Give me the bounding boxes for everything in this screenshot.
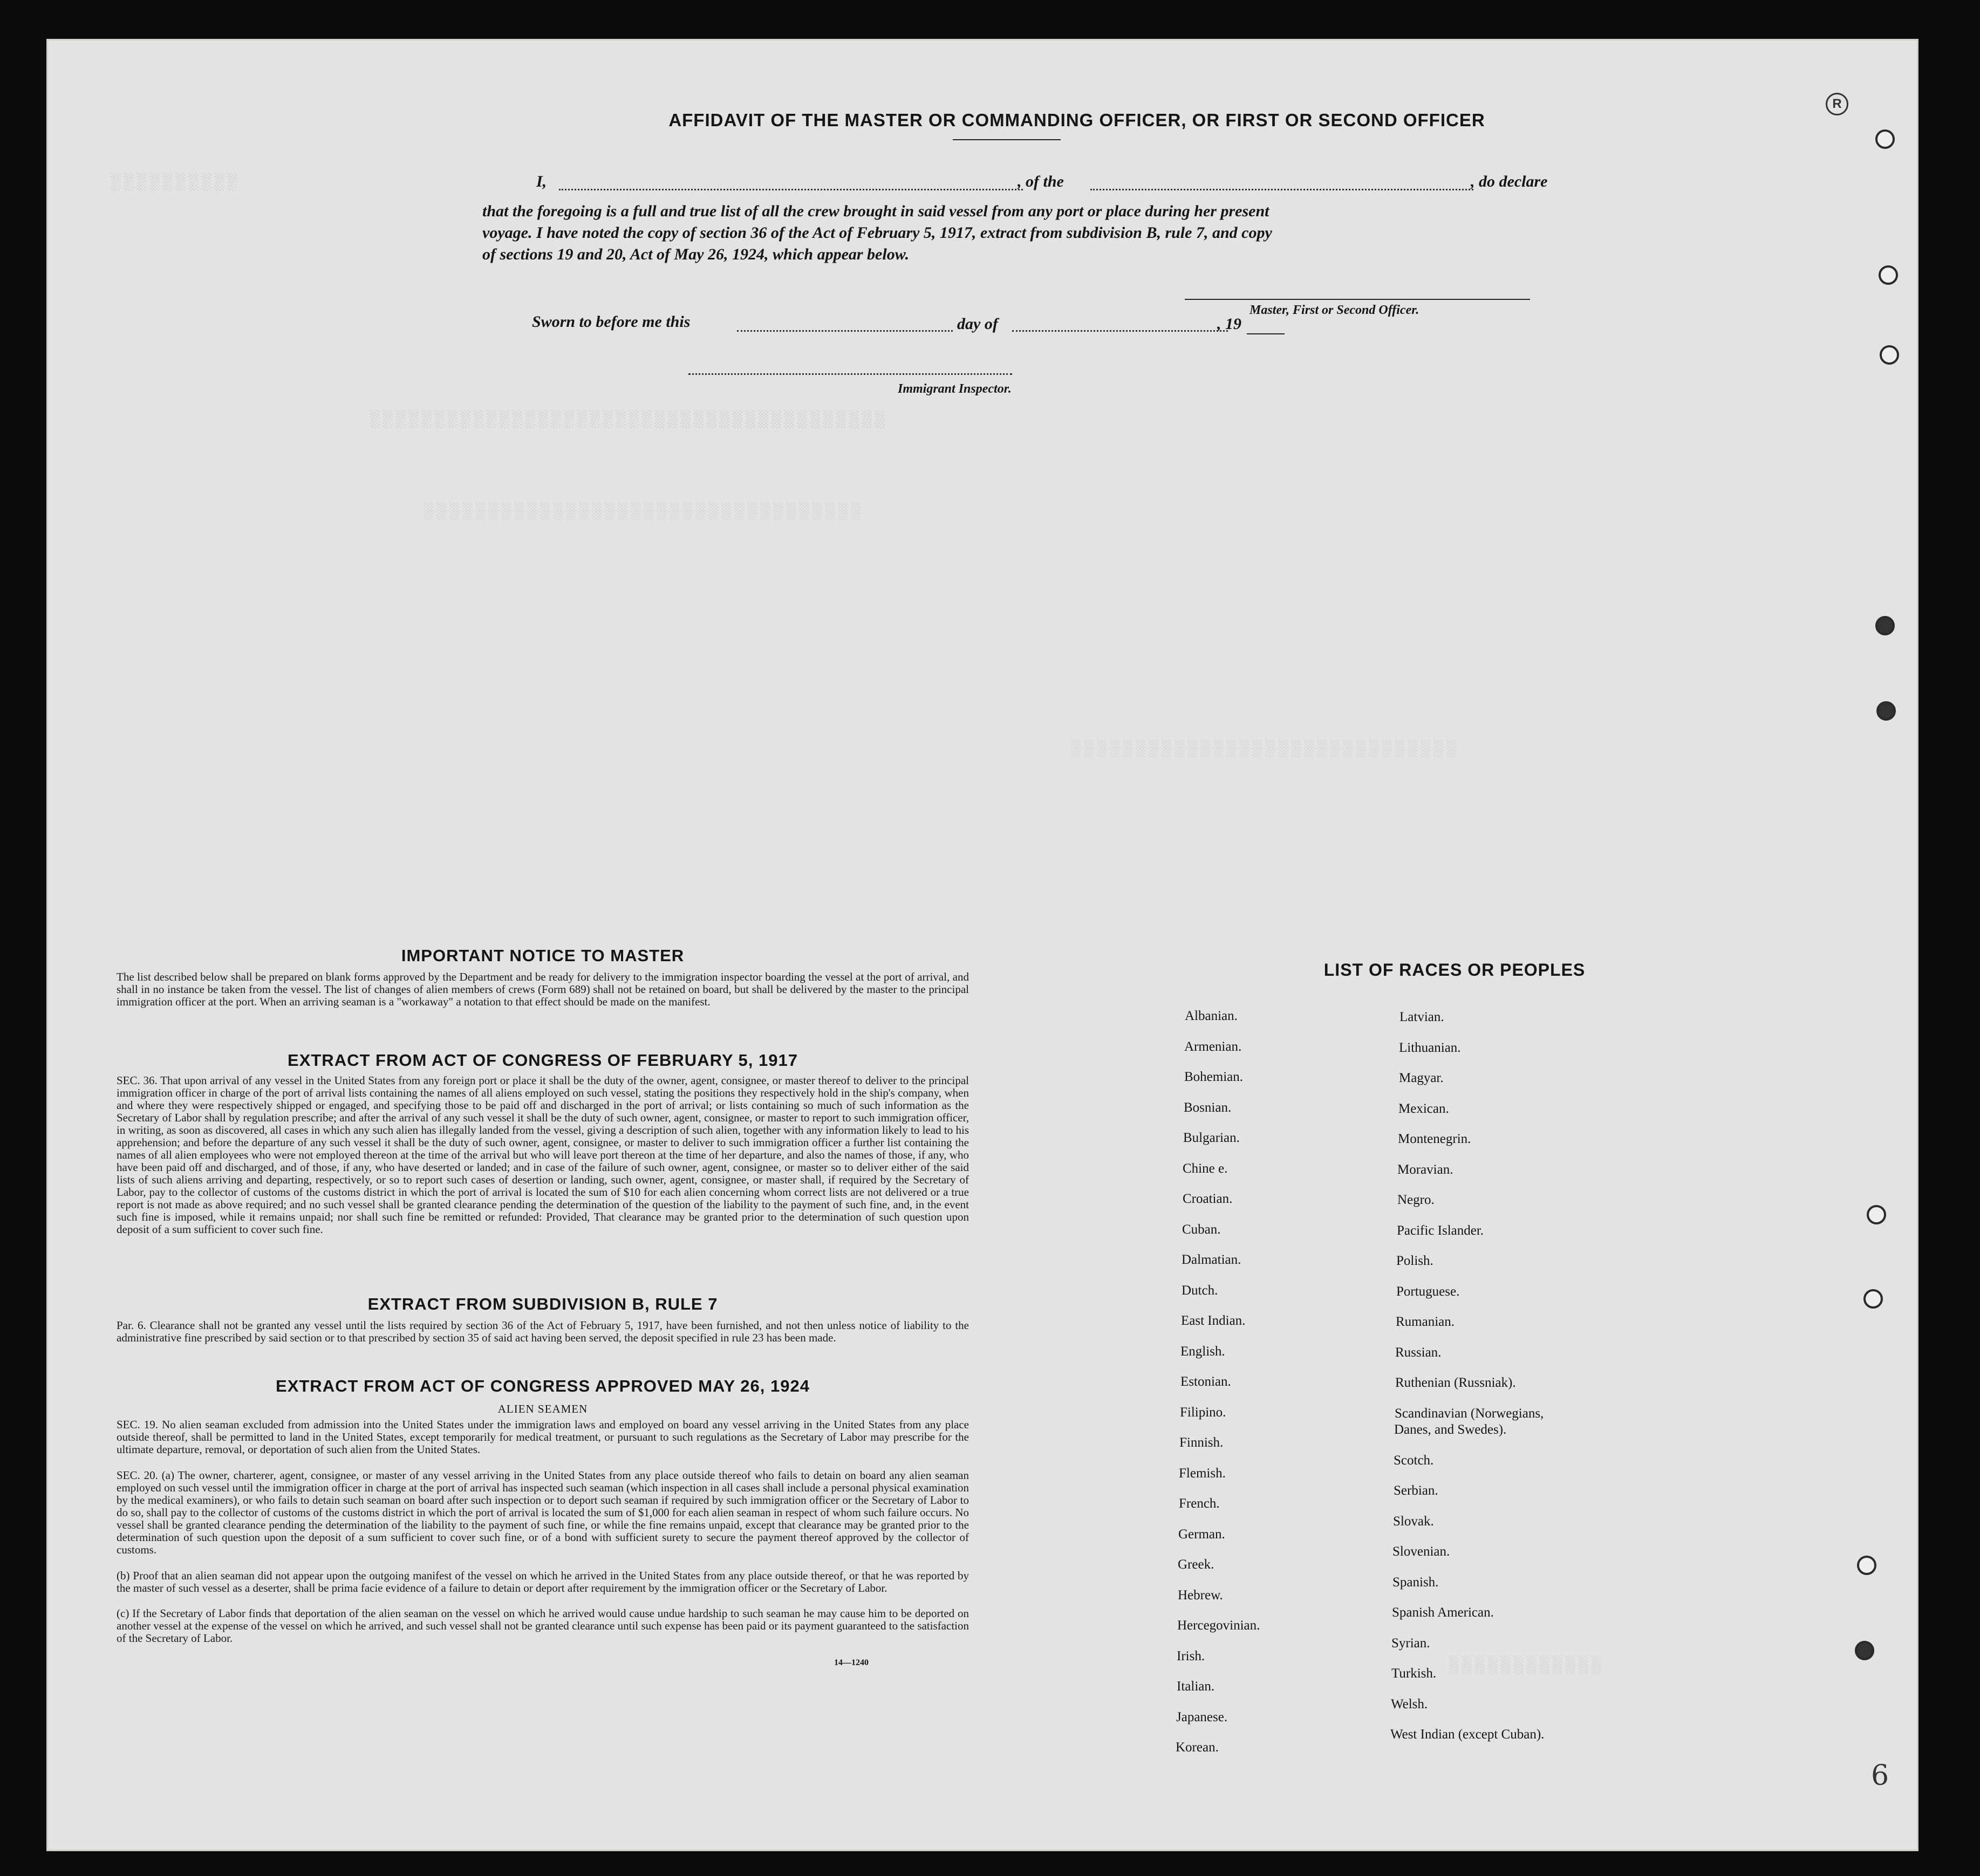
registered-mark-icon: R (1826, 93, 1848, 115)
extract-1917-text: SEC. 36. That upon arrival of any vessel in the United States from any foreign port or place it shall be the duty of the owner, agent, consignee, or master thereof to deliver to the principal immigration officer in charge of the port of arrival lists containing the names of all aliens employed on such vessel, stating the positions they respectively hold in the ship's company, when and where they were respectively shipped or engaged, and specifying those to be paid off and discharged in the port of arrival; or lists containing so much of such information as the Secretary of Labor shall by regulation prescribe; and after the arrival of any such vessel it shall be the duty of such owner, agent, consignee, or master to report to such immigration officer, in writing, as soon as discovered, all cases in which any such alien has illegally landed from the vessel, giving a description of such alien, together with any information likely to lead to his apprehension; and before the departure of any such vessel it shall be the duty of such owner, agent, consignee, or master to deliver to such immigration officer a further list containing the names of all alien employees who were not employed thereon at the time of the arrival but who will leave port thereon at the time of her departure, and also the names of those, if any, who have been paid off and discharged, and of those, if any, who have deserted or landed; and in case of the failure of such owner, agent, consignee, or master so to deliver either of the said lists of such aliens arriving and departing, respectively, or so to report such cases of desertion or landing, such owner, agent, consignee, or master shall, if required by the Secretary of Labor, pay to the collector of customs of the customs district in which the port of arrival is located the sum of $10 for each alien concerning whom correct lists are not delivered or a true report is not made as above required; and no such vessel shall be granted clearance pending the determination of the question of the liability to the payment of such fine, and, in the event such fine is imposed, while it remains unpaid; nor shall such fine be remitted or refunded: Provided, That clearance may be granted prior to the determination of such question upon deposit of a sum sufficient to cover such fine. (117, 1074, 969, 1236)
bleed-through-row: ░░░░░░░░░░░░░░░░░░░░░░░░░░░░░░░░░░░░░░░░ (370, 411, 889, 429)
extract-1924-sec20b: (b) Proof that an alien seaman did not appear upon the outgoing manifest of the vessel on which he arrived in the United States from any place outside thereof, or that he was reported by the master of such vessel as a deserter, shall be prima facie evidence of a failure to detain or deport after requirement by the immigration officer or the Secretary of Labor. (117, 1569, 969, 1594)
declarant-name-field[interactable] (559, 189, 1023, 190)
document-sheet (46, 39, 1918, 1851)
bleed-through-row: ░░░░░░░░░░░░░░░░░░░░░░░░░░░░░░░░░░ (424, 503, 865, 521)
race-item: Finnish. (1179, 1435, 1224, 1450)
races-title: LIST OF RACES OR PEOPLES (1323, 960, 1586, 980)
race-item: Bulgarian. (1183, 1131, 1240, 1145)
affidavit-line-2: that the foregoing is a full and true list of all the crew brought in said vessel from any port or place during her present (482, 202, 1269, 220)
sworn-prefix: Sworn to before me this (532, 313, 691, 331)
affidavit-i: I, (536, 173, 547, 190)
race-item: Hebrew. (1178, 1587, 1223, 1603)
punch-hole-icon (1876, 701, 1896, 721)
race-item: Lithuanian. (1399, 1040, 1461, 1055)
race-item: Serbian. (1394, 1483, 1438, 1498)
extract-1924-sec19: SEC. 19. No alien seaman excluded from admission into the United States under the immigration laws and employed on board any vessel arriving in the United States from any place outside thereof, shall be permitted to land in the United States, except temporarily for medical treatment, or pursuant to such regulations as the Secretary of Labor may prescribe for the ultimate departure, removal, or deportation of such alien from the United States. (117, 1418, 969, 1456)
punch-hole-icon (1855, 1641, 1874, 1660)
race-item: Moravian. (1397, 1162, 1453, 1177)
race-item: Greek. (1178, 1557, 1214, 1572)
race-item: Latvian. (1399, 1010, 1444, 1024)
race-item: East Indian. (1181, 1313, 1246, 1328)
race-item: Scotch. (1394, 1453, 1434, 1468)
race-item: Japanese. (1176, 1709, 1228, 1724)
extract-1924-subtitle: ALIEN SEAMEN (497, 1402, 588, 1415)
race-item: West Indian (except Cuban). (1390, 1727, 1545, 1742)
race-item: Dutch. (1182, 1283, 1218, 1298)
race-item: Slovak. (1393, 1514, 1434, 1529)
form-number: 14—1240 (834, 1658, 869, 1667)
sworn-day-of: day of (957, 315, 998, 333)
race-item: Hercegovinian. (1177, 1618, 1260, 1633)
punch-hole-icon (1857, 1556, 1876, 1575)
punch-hole-icon (1875, 616, 1895, 635)
handwritten-page-mark: 6 (1871, 1759, 1889, 1792)
bleed-through-row: ░░░░░░░░░░ (111, 174, 241, 192)
sworn-day-field[interactable] (737, 330, 953, 332)
punch-hole-icon (1867, 1205, 1886, 1224)
race-item: Turkish. (1391, 1666, 1437, 1681)
title-divider (953, 139, 1061, 140)
inspector-caption: Immigrant Inspector. (898, 382, 1012, 396)
race-item: Mexican. (1398, 1101, 1449, 1116)
race-item: Montenegrin. (1398, 1132, 1471, 1146)
race-item: French. (1179, 1496, 1220, 1511)
race-item: Magyar. (1399, 1071, 1444, 1085)
race-item: German. (1178, 1526, 1225, 1542)
race-item: Irish. (1177, 1648, 1205, 1663)
inspector-signature-line[interactable] (688, 373, 1012, 375)
race-item: Spanish. (1392, 1574, 1439, 1590)
race-item: Croatian. (1183, 1192, 1233, 1206)
race-item: Welsh. (1391, 1696, 1428, 1711)
race-item: Russian. (1395, 1345, 1442, 1360)
bleed-through-row: ░░░░░░░░░░░░ (1449, 1657, 1605, 1675)
extract-1917-title: EXTRACT FROM ACT OF CONGRESS OF FEBRUARY 5, 1917 (288, 1051, 798, 1070)
punch-hole-icon (1875, 129, 1895, 149)
punch-hole-icon (1879, 265, 1898, 285)
bleed-through-row: ░░░░░░░░░░░░░░░░░░░░░░░░░░░░░░ (1071, 740, 1460, 758)
race-item: Filipino. (1180, 1405, 1226, 1420)
race-item: English. (1180, 1344, 1225, 1359)
vessel-name-field[interactable] (1090, 189, 1473, 190)
race-item: Italian. (1177, 1679, 1215, 1694)
race-item: Chine e. (1183, 1161, 1228, 1176)
race-item: Korean. (1176, 1740, 1219, 1755)
race-item: Portuguese. (1396, 1284, 1460, 1299)
notice-text: The list described below shall be prepared on blank forms approved by the Department and be ready for delivery to the immigration inspector boarding the vessel at the port of arrival, and shall in no instance be taken from the vessel. The list of changes of alien members of crews (Form 689) shall not be retained on board, but shall be delivered by the master to the principal immigration officer at the port. When an arriving seaman is a "workaway" a notation to that effect should be made on the manifest. (117, 970, 969, 1008)
extract-1924-title: EXTRACT FROM ACT OF CONGRESS APPROVED MAY 26, 1924 (276, 1377, 810, 1395)
extract-1924-sec20c: (c) If the Secretary of Labor finds that deportation of the alien seaman on the vessel on which he arrived would cause undue hardship to such seaman he may cause him to be deported on another vessel at the expense of the vessel on which he arrived, and such vessel shall not be granted clearance until such expense has been paid or its payment guaranteed to the satisfaction of the Secretary of Labor. (117, 1607, 969, 1645)
race-item: Dalmatian. (1182, 1252, 1241, 1267)
race-item: Ruthenian (Russniak). (1395, 1375, 1516, 1390)
race-item: Armenian. (1184, 1039, 1242, 1054)
master-signature-line[interactable] (1185, 299, 1530, 300)
race-item: Danes, and Swedes). (1394, 1422, 1507, 1437)
affidavit-title: AFFIDAVIT OF THE MASTER OR COMMANDING OFFICER, OR FIRST OR SECOND OFFICER (668, 110, 1485, 130)
race-item: Slovenian. (1392, 1544, 1450, 1559)
notice-title: IMPORTANT NOTICE TO MASTER (401, 946, 685, 965)
race-item: Cuban. (1182, 1222, 1221, 1237)
race-item: Estonian. (1180, 1374, 1231, 1389)
sworn-year: , 19 (1217, 315, 1241, 333)
race-item: Bosnian. (1184, 1100, 1232, 1115)
race-item: Flemish. (1179, 1466, 1226, 1481)
affidavit-line-3: voyage. I have noted the copy of section 36 of the Act of February 5, 1917, extract from subdivision B, rule 7, and copy (482, 224, 1272, 242)
race-item: Albanian. (1185, 1009, 1238, 1023)
race-item: Negro. (1397, 1193, 1435, 1207)
race-item: Scandinavian (Norwegians, (1395, 1406, 1544, 1421)
extract-rule7-title: EXTRACT FROM SUBDIVISION B, RULE 7 (367, 1295, 718, 1313)
punch-hole-icon (1863, 1289, 1883, 1309)
sworn-month-field[interactable] (1012, 330, 1228, 332)
affidavit-of-the: , of the (1018, 173, 1064, 190)
race-item: Polish. (1396, 1254, 1433, 1268)
punch-hole-icon (1880, 345, 1899, 365)
sworn-year-field[interactable] (1247, 333, 1285, 334)
master-signature-caption: Master, First or Second Officer. (1250, 303, 1419, 317)
affidavit-line-4: of sections 19 and 20, Act of May 26, 1924, which appear below. (482, 245, 910, 263)
extract-1924-sec20a: SEC. 20. (a) The owner, charterer, agent, consignee, or master of any vessel arriving in the United States from any place outside thereof who fails to detain on board any alien seaman employed on such vessel until the immigration officer in charge at the port of arrival has inspected such seaman (which inspection in all cases shall include a personal physical examination by the medical examiners), or who fails to detain such seaman on board after such inspection or to deport such seaman if required by such immigration officer or the Secretary of Labor to do so, shall pay to the collector of customs of the customs district in which the port of arrival is located the sum of $1,000 for each alien seaman in respect of whom such failure occurs. No vessel shall be granted clearance pending the determination of the liability to the payment of such fine, or while the fine remains unpaid, except that clearance may be granted prior to the determination of such question upon the deposit of a sum sufficient to cover such fine, or of a bond with sufficient surety to secure the payment thereof approved by the collector of customs. (117, 1469, 969, 1556)
race-item: Spanish American. (1392, 1605, 1494, 1620)
race-item: Syrian. (1391, 1635, 1430, 1651)
race-item: Pacific Islander. (1397, 1223, 1484, 1238)
race-item: Bohemian. (1184, 1070, 1244, 1084)
extract-rule7-text: Par. 6. Clearance shall not be granted any vessel until the lists required by section 36 of the Act of February 5, 1917, have been furnished, and not then unless notice of liability to the administrative fine prescribed by said section or to that prescribed by section 35 of said act having been served, the deposit specified in rule 23 has been made. (117, 1319, 969, 1344)
affidavit-declare: , do declare (1471, 173, 1548, 190)
race-item: Rumanian. (1396, 1314, 1455, 1329)
affidavit-statement (482, 201, 1626, 265)
